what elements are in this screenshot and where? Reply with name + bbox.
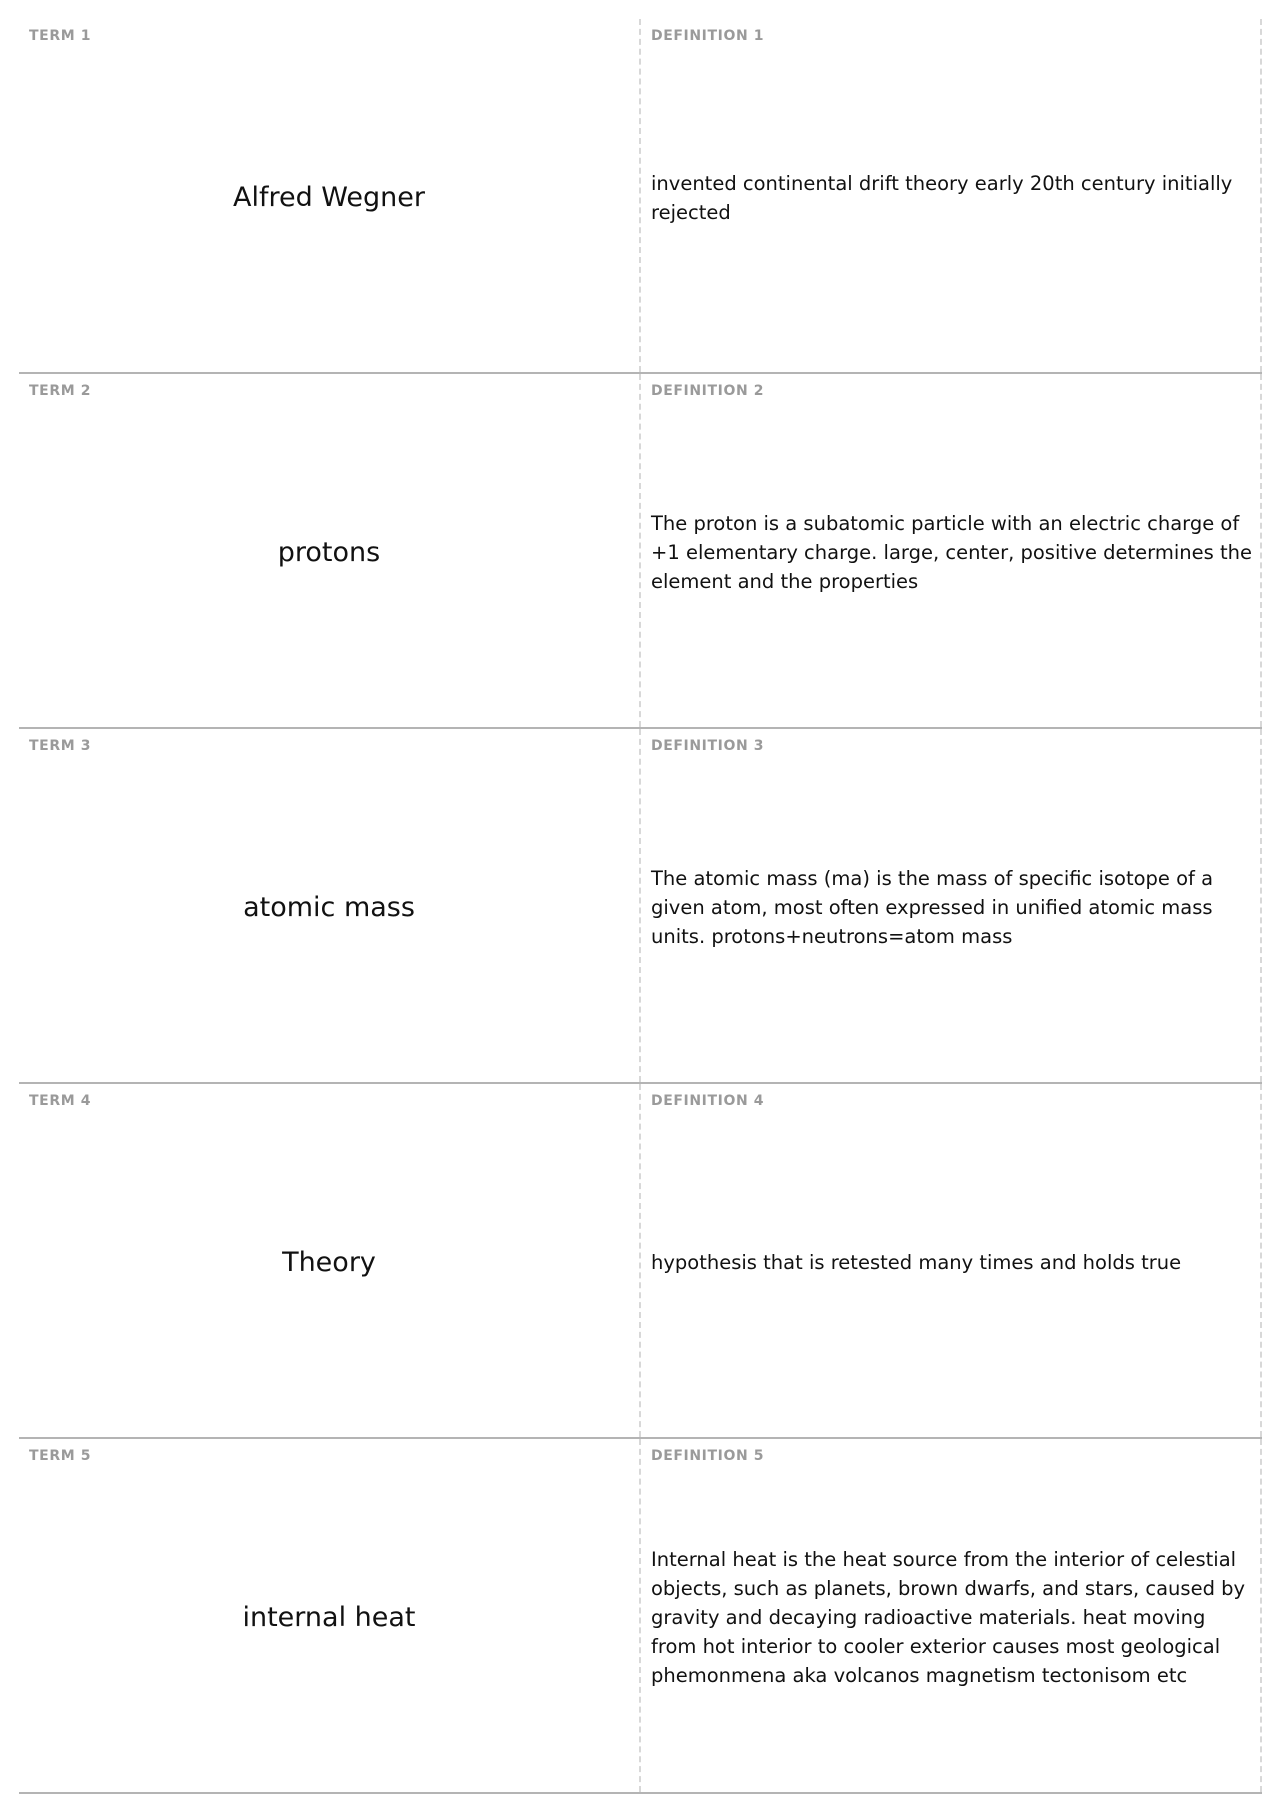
cut-line-edge (1260, 1084, 1262, 1437)
cut-line-edge (1260, 1439, 1262, 1792)
definition-text: The atomic mass (ma) is the mass of specific isotope of a given atom, most often expressed in unified atomic mass units. protons+neutrons=atom mass (651, 867, 1214, 948)
term-text: internal heat (242, 1602, 416, 1633)
term-cell (19, 1439, 639, 1792)
definition-text: The proton is a subatomic particle with an electric charge of +1 elementary charge. large, center, positive determines the element and the properties (651, 512, 1252, 593)
term-cell (19, 19, 639, 372)
term-caption: TERM 1 (29, 28, 92, 44)
cut-line-edge (1260, 374, 1262, 727)
term-caption: TERM 4 (29, 1093, 92, 1109)
term-caption: TERM 5 (29, 1448, 92, 1464)
definition-caption: DEFINITION 1 (651, 28, 765, 44)
definition-caption: DEFINITION 5 (651, 1448, 765, 1464)
definition-cell (641, 729, 1260, 1082)
flashcard-row-3 (19, 729, 1262, 1084)
flashcard-row-1 (19, 19, 1262, 374)
definition-cell (641, 1084, 1260, 1437)
definition-text: invented continental drift theory early 20th century initially rejected (651, 171, 1233, 224)
definition-caption: DEFINITION 2 (651, 383, 765, 399)
term-caption: TERM 2 (29, 383, 92, 399)
definition-cell (641, 374, 1260, 727)
cut-line-edge (1260, 19, 1262, 372)
term-cell (19, 1084, 639, 1437)
term-cell (19, 374, 639, 727)
cut-line-edge (1260, 729, 1262, 1082)
term-text: Theory (282, 1247, 376, 1278)
definition-text: hypothesis that is retested many times and holds true (651, 1251, 1182, 1274)
term-caption: TERM 3 (29, 738, 92, 754)
term-cell (19, 729, 639, 1082)
flashcard-row-2 (19, 374, 1262, 729)
term-text: Alfred Wegner (232, 182, 425, 213)
term-text: protons (277, 537, 381, 568)
definition-cell (641, 19, 1260, 372)
definition-caption: DEFINITION 4 (651, 1093, 765, 1109)
flashcard-sheet (19, 19, 1262, 1794)
definition-text: Internal heat is the heat source from the interior of celestial objects, such as planets, brown dwarfs, and stars, caused by gravity and decaying radioactive materials. heat moving from hot interior to cooler exterior causes most geological phemonmena aka volcanos magnetism tectonisom etc (651, 1548, 1246, 1687)
term-text: atomic mass (243, 892, 415, 923)
definition-caption: DEFINITION 3 (651, 738, 765, 754)
flashcard-row-5 (19, 1439, 1262, 1794)
flashcard-row-4 (19, 1084, 1262, 1439)
definition-cell (641, 1439, 1260, 1792)
